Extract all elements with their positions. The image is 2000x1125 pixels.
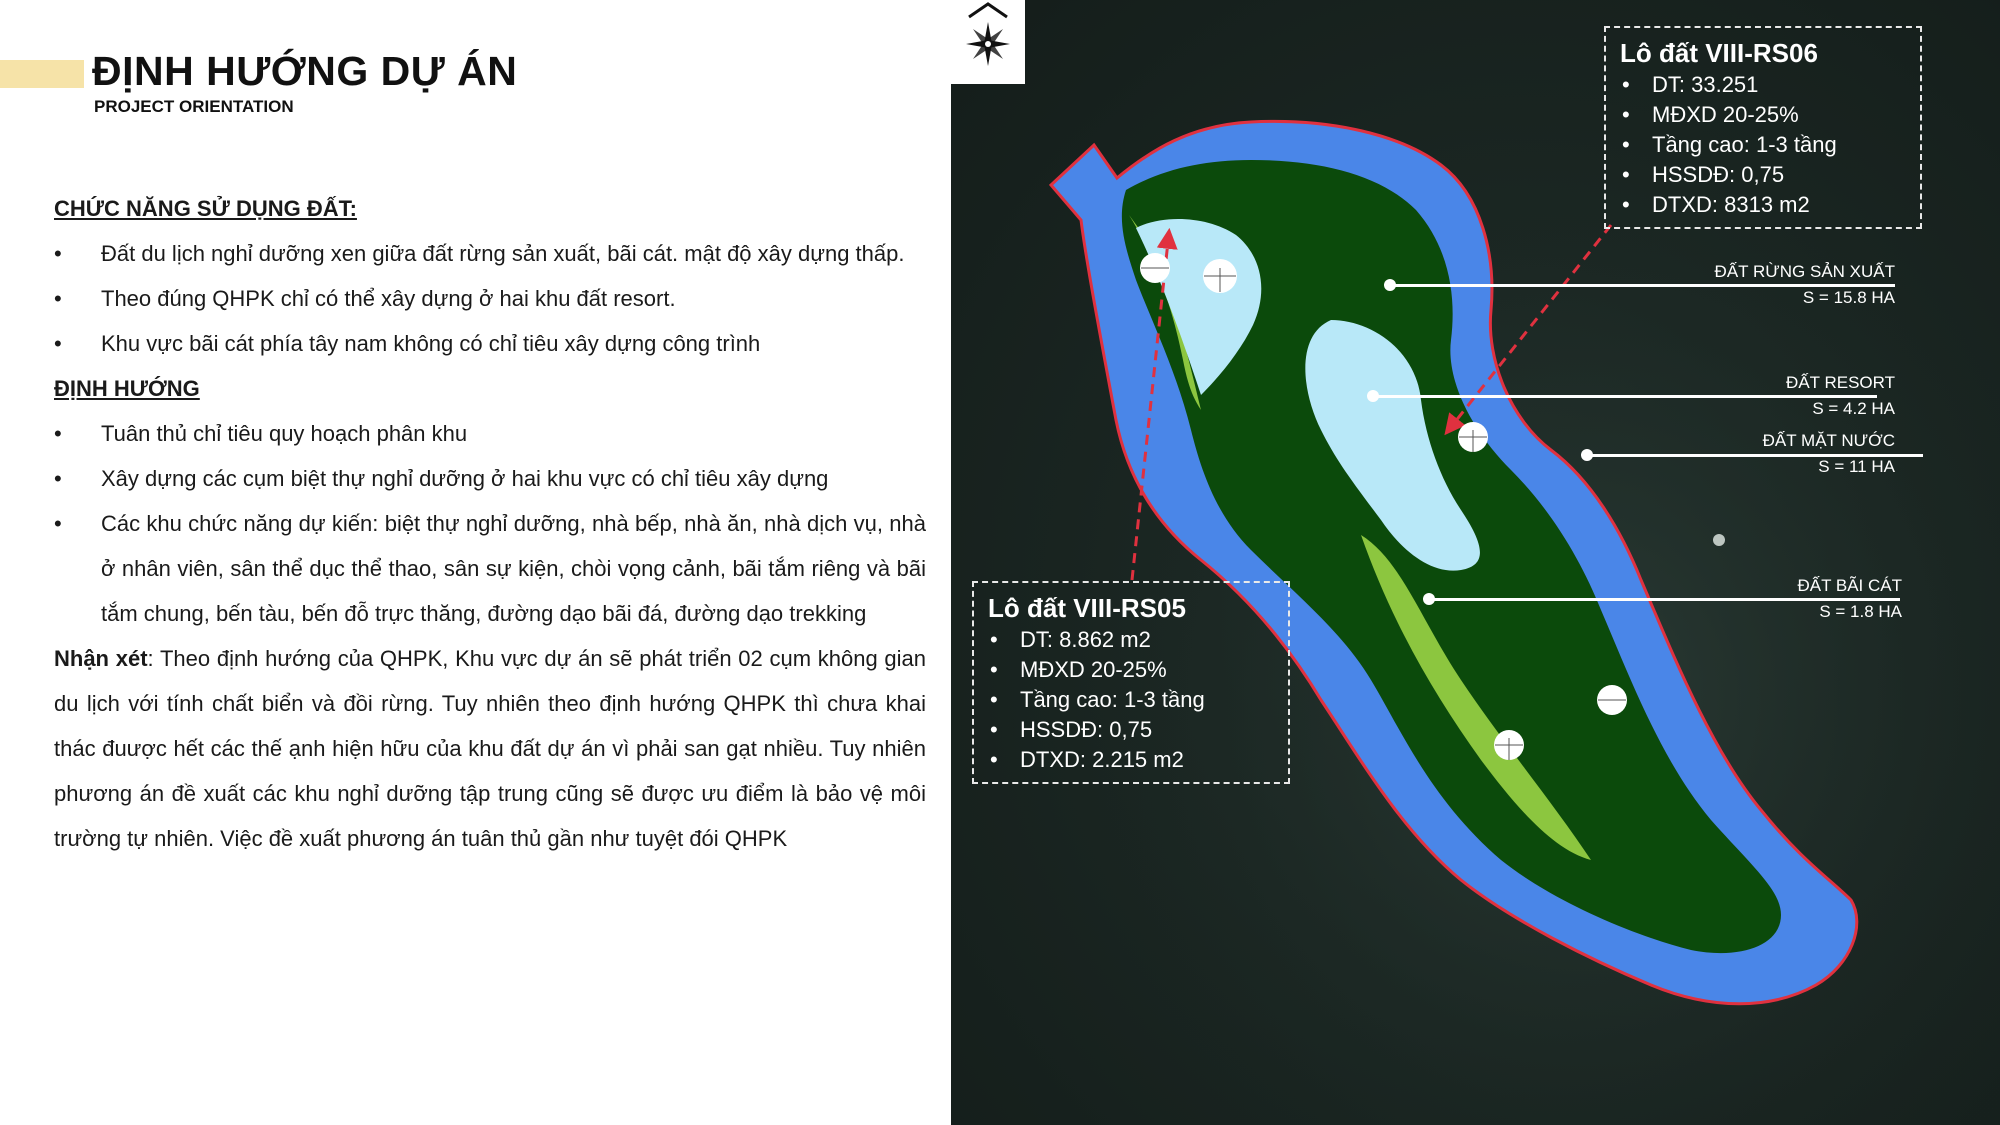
plot-rs05-value: DT: 8.862 m2 <box>1020 627 1151 652</box>
bullet-dot: • <box>1622 72 1630 97</box>
bullet-dot: • <box>54 286 62 311</box>
legend-forest-line <box>1390 284 1895 287</box>
bullet-dot: • <box>990 627 998 652</box>
orientation-text: Các khu chức năng dự kiến: biệt thự nghỉ dưỡng, nhà bếp, nhà ăn, nhà dịch vụ, nhà ở nhân viên, sân thể dục thể thao, sân sự kiện, chòi vọng cảnh, bãi tắm riêng và bãi tắm chung, bến tàu, bến đỗ trực thăng, đường dạo bãi đá, đường dạo trekking <box>101 511 926 626</box>
plot-rs06-value: MĐXD 20-25% <box>1652 102 1799 127</box>
remark-text: : Theo định hướng của QHPK, Khu vực dự án sẽ phát triển 02 cụm không gian du lịch với tính chất biển và đồi rừng. Tuy nhiên theo định hướng QHPK thì chưa khai thác đuược hết các thế ạnh hiện hữu của khu đất dự án vì phải san gạt nhiều. Tuy nhiên phương án đề xuất các khu nghỉ dưỡng tập trung cũng sẽ được ưu điểm là bảo vệ môi trường tự nhiên. Việc đề xuất phương án tuân thủ gần như tuyệt đói QHPK <box>54 646 927 851</box>
land-use-item <box>54 276 926 321</box>
plot-rs05-item <box>988 715 1274 745</box>
plot-rs05-title: Lô đất VIII-RS05 <box>988 593 1186 623</box>
plot-rs05-value: Tầng cao: 1-3 tầng <box>1020 687 1205 712</box>
legend-forest-area: S = 15.8 HA <box>1802 288 1895 307</box>
orientation-item <box>54 456 926 501</box>
bullet-dot: • <box>54 331 62 356</box>
site-map <box>951 0 2000 1125</box>
legend-water-area: S = 11 HA <box>1818 457 1895 476</box>
legend-forest-name: ĐẤT RỪNG SẢN XUẤT <box>1714 262 1895 281</box>
plot-rs06-value: DT: 33.251 <box>1652 72 1759 97</box>
plot-rs06-value: Tầng cao: 1-3 tầng <box>1652 132 1837 157</box>
orientation-item <box>54 501 926 636</box>
bullet-dot: • <box>990 657 998 682</box>
title-accent-bar <box>0 60 84 88</box>
land-use-text: Đất du lịch nghỉ dưỡng xen giữa đất rừng sản xuất, bãi cát. mật độ xây dựng thấp. <box>101 241 905 266</box>
plot-info-rs06 <box>1604 26 1922 229</box>
legend-resort-name: ĐẤT RESORT <box>1786 373 1895 392</box>
bullet-dot: • <box>990 687 998 712</box>
legend-water-name: ĐẤT MẶT NƯỚC <box>1762 431 1895 450</box>
page-subtitle: PROJECT ORIENTATION <box>94 97 294 116</box>
bullet-dot: • <box>54 511 62 536</box>
bullet-dot: • <box>54 421 62 446</box>
plot-rs06-title: Lô đất VIII-RS06 <box>1620 38 1818 68</box>
land-use-text: Theo đúng QHPK chỉ có thể xây dựng ở hai khu đất resort. <box>101 286 676 311</box>
plot-marker-rs04 <box>1597 685 1627 715</box>
compass-rose-icon <box>951 0 1025 84</box>
orientation-text: Tuân thủ chỉ tiêu quy hoạch phân khu <box>101 421 468 446</box>
legend-sand-line <box>1429 598 1900 601</box>
plot-rs06-item <box>1620 160 1906 190</box>
legend-sand-area: S = 1.8 HA <box>1819 602 1902 621</box>
plot-rs06-value: HSSDĐ: 0,75 <box>1652 162 1785 187</box>
plot-rs06-value: DTXD: 8313 m2 <box>1652 192 1810 217</box>
land-use-item <box>54 231 926 276</box>
orientation-text: Xây dựng các cụm biệt thự nghỉ dưỡng ở hai khu vực có chỉ tiêu xây dựng <box>101 466 829 491</box>
plot-rs05-value: HSSDĐ: 0,75 <box>1020 717 1153 742</box>
plot-marker-bc04 <box>1140 253 1170 283</box>
bullet-dot: • <box>54 466 62 491</box>
plot-rs06-item <box>1620 70 1906 100</box>
bullet-dot: • <box>990 717 998 742</box>
legend-resort-line <box>1373 395 1877 398</box>
remark-paragraph <box>54 636 926 861</box>
north-arrow-icon <box>951 0 1025 84</box>
bullet-dot: • <box>990 747 998 772</box>
bullet-dot: • <box>1622 132 1630 157</box>
legend-sand-name: ĐẤT BÃI CÁT <box>1797 576 1902 595</box>
bullet-dot: • <box>1622 102 1630 127</box>
plot-marker-rs06 <box>1458 422 1488 452</box>
orientation-item <box>54 411 926 456</box>
page-title: ĐỊNH HƯỚNG DỰ ÁN <box>92 48 518 94</box>
bullet-dot: • <box>1622 162 1630 187</box>
sea-rock <box>1713 534 1725 546</box>
plot-rs06-item <box>1620 190 1906 220</box>
plot-info-rs05 <box>972 581 1290 784</box>
legend-resort-area: S = 4.2 HA <box>1812 399 1895 418</box>
plot-marker-rs05 <box>1203 259 1237 293</box>
orientation-heading: ĐỊNH HƯỚNG <box>54 376 200 401</box>
plot-rs05-item <box>988 625 1274 655</box>
plot-marker-bc03 <box>1494 730 1524 760</box>
plot-rs06-item <box>1620 100 1906 130</box>
plot-rs05-value: MĐXD 20-25% <box>1020 657 1167 682</box>
bullet-dot: • <box>1622 192 1630 217</box>
land-use-heading: CHỨC NĂNG SỬ DỤNG ĐẤT: <box>54 196 357 221</box>
plot-rs05-item <box>988 745 1274 775</box>
land-use-text: Khu vực bãi cát phía tây nam không có chỉ tiêu xây dựng công trình <box>101 331 761 356</box>
plot-rs05-item <box>988 685 1274 715</box>
bullet-dot: • <box>54 241 62 266</box>
land-use-item <box>54 321 926 366</box>
plot-rs05-item <box>988 655 1274 685</box>
remark-label: Nhận xét <box>54 646 148 671</box>
text-content <box>54 186 926 861</box>
plot-rs06-item <box>1620 130 1906 160</box>
plot-rs05-value: DTXD: 2.215 m2 <box>1020 747 1184 772</box>
